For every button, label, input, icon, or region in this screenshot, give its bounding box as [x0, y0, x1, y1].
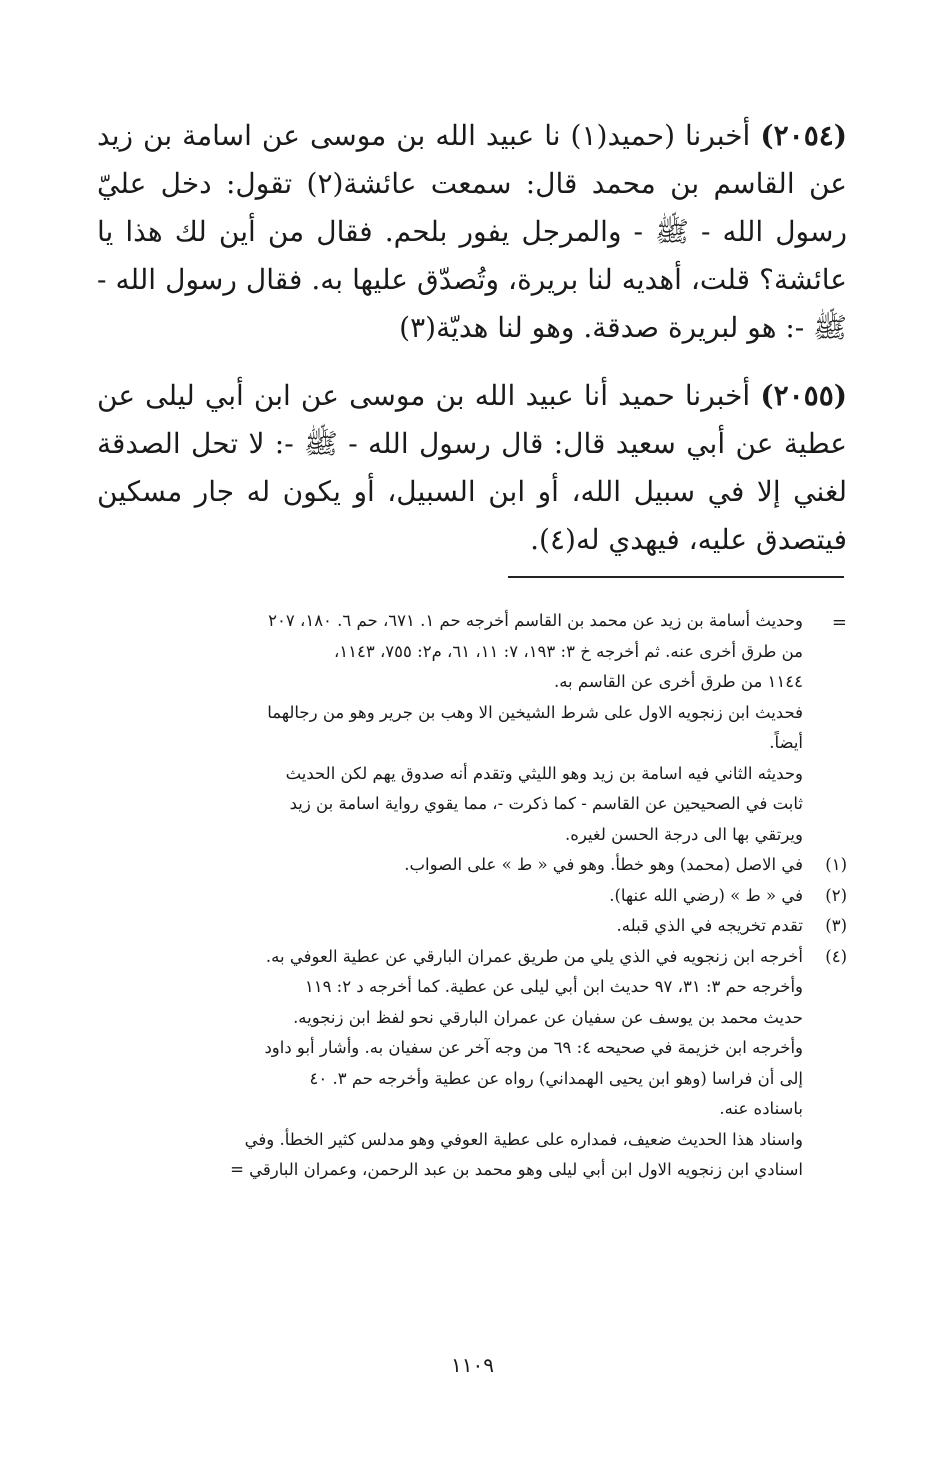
note-line: في « ط » (رضي الله عنها). [609, 885, 803, 905]
footnote-3 [107, 911, 847, 942]
note-line: ويرتقي بها الى درجة الحسن لغيره. [564, 824, 803, 844]
hadith-text-line: فيتصدق عليه، فيهدي له(٤). [530, 523, 847, 556]
footnote-divider [508, 576, 844, 578]
note-line: اسنادي ابن زنجويه الاول ابن أبي ليلى وهو محمد بن عبد الرحمن، وعمران البارقي = [230, 1160, 803, 1179]
page-number: ١١٠٩ [451, 1353, 494, 1377]
continuation-mark: = [831, 612, 847, 633]
note-line: فحديث ابن زنجويه الاول على شرط الشيخين الا وهب بن جرير وهو من رجالهما [267, 702, 803, 722]
note-line: وأخرجه ابن خزيمة في صحيحه ٤: ٦٩ من وجه آخر عن سفيان به. وأشار أبو داود [264, 1038, 803, 1057]
footnote-2 [107, 881, 847, 912]
hadith-number: (٢٠٥٥) [760, 379, 847, 412]
footnote-number: (٤) [825, 946, 847, 966]
note-line: ثابت في الصحيحين عن القاسم - كما ذكرت -، مما يقوي رواية اسامة بن زيد [289, 794, 803, 813]
note-line: باسناده عنه. [719, 1099, 803, 1118]
note-line: في الاصل (محمد) وهو خطأ. وهو في « ط » على الصواب. [404, 855, 803, 874]
hadith-text-line: أخبرنا (حميد(١) نا عبيد الله بن موسى عن اسامة بن زيد عن [97, 119, 847, 200]
hadith-text-line: عطية عن أبي سعيد قال: قال رسول الله - ﷺ -: لا تحل الصدقة [97, 427, 847, 460]
footnote-number: (١) [825, 855, 847, 874]
hadith-text-line: - ﷺ - والمرجل يفور بلحم. فقال من أين لك هذا يا عائشة؟ [97, 215, 847, 296]
hadith-text-line: أخبرنا حميد أنا عبيد الله بن موسى عن ابن أبي ليلى عن [97, 379, 751, 412]
footnote-4 [107, 942, 847, 1125]
note-line: واسناد هذا الحديث ضعيف، فمداره على عطية العوفي وهو مدلس كثير الخطأ. وفي [244, 1129, 803, 1149]
hadith-text-line: لغني إلا في سبيل الله، أو ابن السبيل، أو يكون له جار مسكين [97, 475, 847, 508]
note-line: وحديثه الثاني فيه اسامة بن زيد وهو الليثي وتقدم أنه صدوق يهم لكن الحديث [285, 763, 803, 783]
hadith-text-line: قلت، أهديه لنا بريرة، وتُصدّق عليها به. فقال رسول الله - ﷺ -: [97, 263, 847, 344]
footnotes-section [107, 606, 847, 1186]
note-line: تقدم تخريجه في الذي قبله. [616, 916, 803, 935]
hadith-text-line: هو لبريرة صدقة. وهو لنا هديّة(٣) [399, 311, 777, 344]
note-line: وحديث أسامة بن زيد عن محمد بن القاسم أخرجه حم ١. ٦٧١، حم ٦. ١٨٠، ٢٠٧ [268, 611, 803, 630]
footnote-number: (٢) [825, 885, 847, 905]
hadith-number: (٢٠٥٤) [760, 119, 848, 152]
note-line: ١١٤٤ من طرق أخرى عن القاسم به. [553, 672, 803, 691]
notes-outro [107, 1125, 847, 1186]
hadith-text-line: القاسم بن محمد قال: سمعت عائشة(٢) تقول: دخل عليّ رسول الله [97, 167, 847, 248]
note-line: أيضاً. [769, 733, 803, 752]
note-line: وأخرجه حم ٣: ٣١، ٩٧ حديث ابن أبي ليلى عن عطية. كما أخرجه د ٢: ١١٩ [304, 977, 803, 996]
note-line: أخرجه ابن زنجويه في الذي يلي من طريق عمران البارقي عن عطية العوفي به. [265, 946, 803, 966]
note-line: إلى أن فراسا (وهو ابن يحيى الهمداني) رواه عن عطية وأخرجه حم ٣. ٤٠ [309, 1068, 803, 1088]
hadith-2054 [97, 112, 847, 352]
hadith-2055 [97, 372, 847, 564]
note-line: حديث محمد بن يوسف عن سفيان عن عمران البارقي نحو لفظ ابن زنجويه. [293, 1007, 803, 1027]
note-line: من طرق أخرى عنه. ثم أخرجه خ ٣: ١٩٣، ٧: ١١، ٦١، م٢: ٧٥٥، ١١٤٣، [333, 641, 803, 661]
notes-intro [107, 606, 847, 850]
footnote-number: (٣) [825, 916, 847, 935]
footnote-1 [107, 850, 847, 881]
